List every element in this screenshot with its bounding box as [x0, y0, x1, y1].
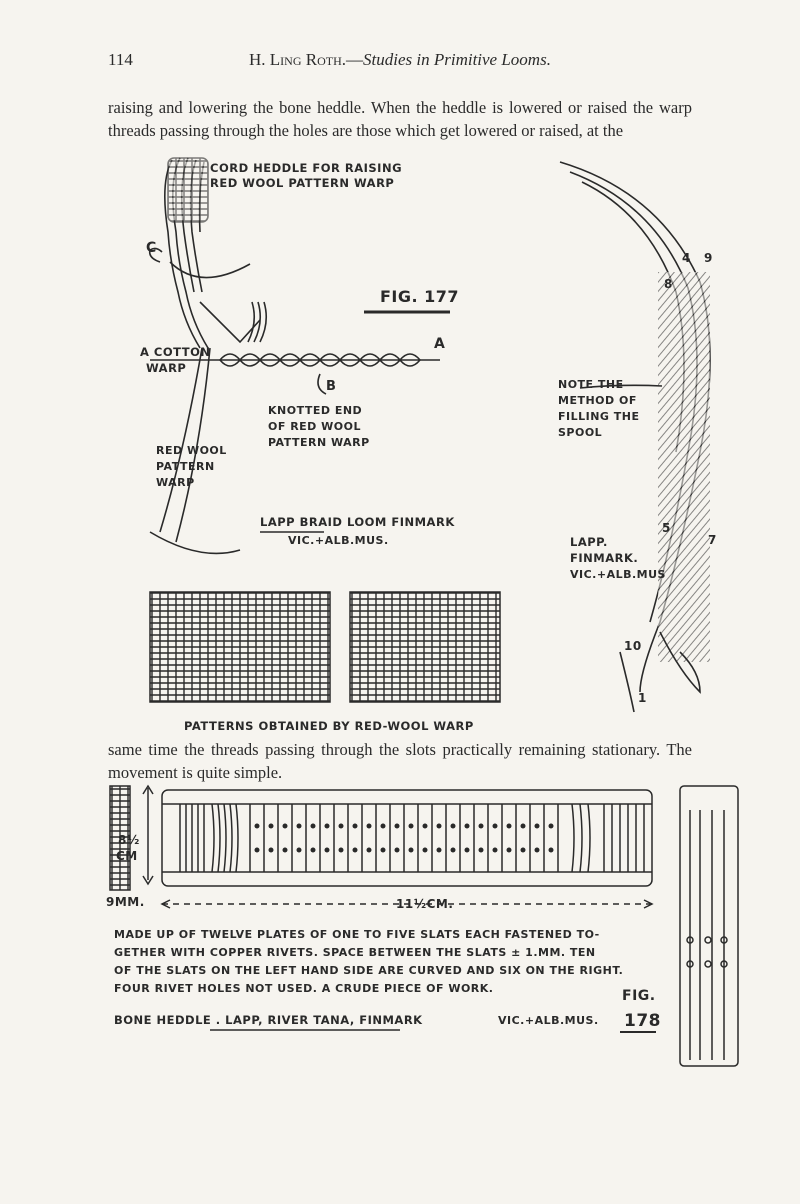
bone-heddle-drawing: [162, 790, 652, 908]
red-wool-label-line-3: WARP: [156, 476, 195, 489]
spool-number-5: 5: [662, 521, 671, 535]
width-label: 11½CM.: [396, 897, 454, 911]
spool-number-9: 9: [704, 251, 713, 265]
spool-number-7: 7: [708, 533, 717, 547]
pattern-sample-left: [150, 592, 330, 702]
note-label-line-2: METHOD OF: [558, 394, 637, 407]
braid-caption: LAPP BRAID LOOM FINMARK: [260, 515, 455, 529]
description-line-3: OF THE SLATS ON THE LEFT HAND SIDE ARE CURVED AND SIX ON THE RIGHT.: [114, 964, 624, 977]
letter-b: B: [326, 379, 337, 394]
cord-heddle-label-line-2: RED WOOL PATTERN WARP: [210, 176, 395, 190]
description-line-1: MADE UP OF TWELVE PLATES OF ONE TO FIVE SLATS EACH FASTENED TO-: [114, 928, 600, 941]
cotton-warp-label-line-1: A COTTON: [140, 345, 211, 359]
paragraph-after-figure: same time the threads passing through the slots practically remaining stationary. The movement is quite simple.: [108, 740, 692, 782]
braid-drawing: [150, 354, 440, 394]
spool-number-8: 8: [664, 277, 673, 291]
spool-caption-line-1: LAPP.: [570, 535, 608, 549]
figure-177: [140, 152, 720, 733]
running-author: H. Ling Roth.: [249, 50, 347, 69]
spool-number-4: 4: [682, 251, 691, 265]
fig-178-label-line-1: FIG.: [622, 988, 656, 1004]
cord-heddle-label-line-1: CORD HEDDLE FOR RAISING: [210, 161, 403, 175]
pattern-sample-right: [350, 592, 500, 702]
knotted-label-line-1: KNOTTED END: [268, 404, 363, 417]
running-head: [108, 50, 692, 74]
red-wool-label-line-2: PATTERN: [156, 460, 215, 473]
fig-178-label-line-2: 178: [624, 1011, 661, 1031]
knotted-label-line-2: OF RED WOOL: [268, 420, 361, 433]
note-label-line-3: FILLING THE: [558, 410, 640, 423]
description-line-4: FOUR RIVET HOLES NOT USED. A CRUDE PIECE OF WORK.: [114, 982, 494, 995]
note-label-line-4: SPOOL: [558, 426, 603, 439]
fig-177-label: FIG. 177: [380, 287, 460, 306]
spool-caption-line-2: FINMARK.: [570, 551, 639, 565]
heddle-caption-source: VIC.+ALB.MUS.: [498, 1014, 599, 1027]
thickness-label: 9MM.: [106, 895, 145, 909]
running-book-title: Studies in Primitive Looms.: [363, 50, 551, 69]
page-number: 114: [108, 50, 133, 69]
letter-a: A: [434, 336, 446, 352]
heddle-side-view: [680, 786, 738, 1066]
description-line-2: GETHER WITH COPPER RIVETS. SPACE BETWEEN THE SLATS ± 1.MM. TEN: [114, 946, 596, 959]
running-separator: —: [346, 50, 364, 69]
spool-number-10: 10: [624, 639, 642, 653]
figure-178: [100, 780, 740, 1090]
spool-number-1: 1: [638, 691, 647, 705]
paragraph-before-figure: raising and lowering the bone heddle. When the heddle is lowered or raised the warp threads passing through the holes are those which get lowered or raised, at the: [108, 98, 692, 140]
height-label-line-2: CM: [116, 849, 138, 863]
cotton-warp-label-line-2: WARP: [146, 361, 187, 375]
spool-caption-line-3: VIC.+ALB.MUS: [570, 568, 666, 581]
note-label-line-1: NOTE THE: [558, 378, 624, 391]
red-wool-label-line-1: RED WOOL: [156, 444, 227, 457]
height-label-line-1: 8½: [118, 833, 140, 847]
running-title: [108, 50, 692, 70]
letter-c: C: [146, 240, 157, 256]
heddle-caption: BONE HEDDLE . LAPP, RIVER TANA, FINMARK: [114, 1013, 423, 1027]
patterns-caption: PATTERNS OBTAINED BY RED-WOOL WARP: [184, 719, 474, 733]
knotted-label-line-3: PATTERN WARP: [268, 436, 370, 449]
braid-caption-source: VIC.+ALB.MUS.: [288, 534, 389, 547]
